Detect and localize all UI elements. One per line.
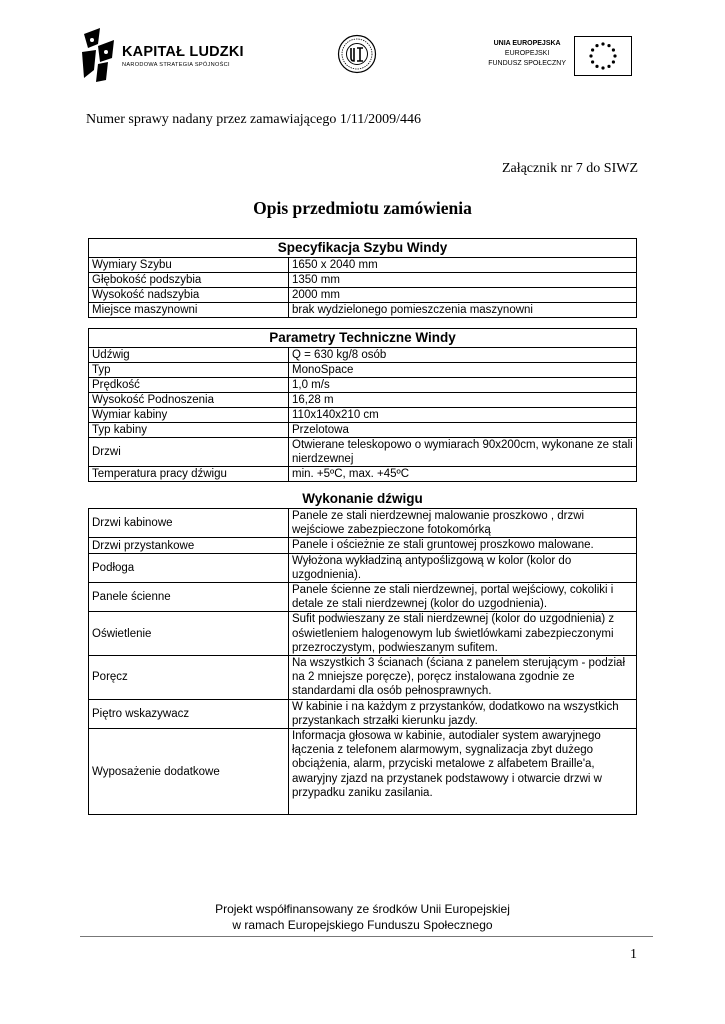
row-value: 16,28 m (289, 393, 637, 408)
row-value: Panele ścienne ze stali nierdzewnej, portal wejściowy, cokoliki i detale ze stali nierdzewnej (kolor do uzgodnienia). (289, 583, 637, 612)
row-value: Panele ze stali nierdzewnej malowanie proszkowo , drzwi wejściowe zabezpieczone fotokomórką (289, 509, 637, 538)
row-value: Wyłożona wykładziną antypoślizgową w kolor (kolor do uzgodnienia). (289, 553, 637, 582)
table-row (89, 583, 637, 612)
row-value: 110x140x210 cm (289, 408, 637, 423)
row-value: Na wszystkich 3 ścianach (ściana z panelem sterującym - podział na 2 mniejsze poręcze), poręcz instalowana zgodnie ze standardami dla osób pełnosprawnych. (289, 656, 637, 700)
annex-label: Załącznik nr 7 do SIWZ (501, 161, 638, 176)
row-value: 1350 mm (289, 273, 637, 288)
row-value: min. +5ºC, max. +45ºC (289, 467, 637, 482)
document-title: Opis przedmiotu zamówienia (253, 198, 472, 218)
logo-left-title: KAPITAŁ LUDZKI (122, 44, 244, 60)
footer-text (0, 901, 725, 933)
row-label: Wyposażenie dodatkowe (89, 729, 289, 815)
row-value: W kabinie i na każdym z przystanków, dodatkowo na wszystkich przystankach strzałki kierunku jazdy. (289, 699, 637, 728)
table-row (89, 612, 637, 656)
row-value: brak wydzielonego pomieszczenia maszynowni (289, 303, 637, 318)
row-value: Przelotowa (289, 423, 637, 438)
row-value: Sufit podwieszany ze stali nierdzewnej (kolor do uzgodnienia) z oświetleniem halogenowym lub świetlówkami zabezpieczonymi przezroczystym, podwieszanym sufitem. (289, 612, 637, 656)
row-label: Wysokość nadszybia (89, 288, 289, 303)
table-row (89, 303, 637, 318)
row-value: Informacja głosowa w kabinie, autodialer system awaryjnego łączenia z telefonem alarmowym, sygnalizacja zbyt dużego obciążenia, alarm, przyciski metalowe z alfabetem Braille'a, awaryjny zjazd na przystanek podstawowy i otwarcie drzwi w przypadku zaniku zasilania. (289, 729, 637, 815)
shaft-spec-table (88, 238, 637, 318)
row-value: 1650 x 2040 mm (289, 258, 637, 273)
row-label: Oświetlenie (89, 612, 289, 656)
row-value: MonoSpace (289, 363, 637, 378)
row-label: Drzwi (89, 438, 289, 467)
eu-flag-icon (574, 36, 632, 76)
row-label: Drzwi kabinowe (89, 509, 289, 538)
logo-left-subtitle: NARODOWA STRATEGIA SPÓJNOŚCI (122, 62, 230, 68)
table-row (89, 423, 637, 438)
table-row (89, 273, 637, 288)
row-label: Panele ścienne (89, 583, 289, 612)
row-label: Poręcz (89, 656, 289, 700)
table-row (89, 509, 637, 538)
execution-table (88, 508, 637, 815)
row-value: 1,0 m/s (289, 378, 637, 393)
tech-params-heading: Parametry Techniczne Windy (89, 329, 637, 348)
table-row (89, 288, 637, 303)
table-row (89, 408, 637, 423)
table-row (89, 553, 637, 582)
table-row (89, 348, 637, 363)
row-label: Temperatura pracy dźwigu (89, 467, 289, 482)
tech-params-table (88, 328, 637, 482)
table-row (89, 467, 637, 482)
seal-logo (337, 34, 377, 74)
row-label: Wysokość Podnoszenia (89, 393, 289, 408)
table-row (89, 363, 637, 378)
row-label: Głębokość podszybia (89, 273, 289, 288)
table-row (89, 656, 637, 700)
row-label: Typ (89, 363, 289, 378)
row-value: Q = 630 kg/8 osób (289, 348, 637, 363)
row-value: Otwierane teleskopowo o wymiarach 90x200cm, wykonane ze stali nierdzewnej (289, 438, 637, 467)
eu-logo (482, 36, 632, 76)
row-label: Podłoga (89, 553, 289, 582)
row-value: 2000 mm (289, 288, 637, 303)
row-label: Wymiary Szybu (89, 258, 289, 273)
case-number: Numer sprawy nadany przez zamawiającego 1/11/2009/446 (86, 112, 421, 127)
table-row (89, 393, 637, 408)
kapital-ludzki-logo (78, 26, 248, 84)
execution-heading: Wykonanie dźwigu (302, 491, 423, 506)
table-row (89, 729, 637, 815)
page-number: 1 (630, 947, 637, 962)
row-label: Drzwi przystankowe (89, 538, 289, 553)
seal-icon (337, 34, 377, 74)
footer-line2: w ramach Europejskiego Funduszu Społecznego (232, 918, 493, 932)
row-label: Piętro wskazywacz (89, 699, 289, 728)
row-value: Panele i ościeżnie ze stali gruntowej proszkowo malowane. (289, 538, 637, 553)
row-label: Miejsce maszynowni (89, 303, 289, 318)
row-label: Udźwig (89, 348, 289, 363)
logo-right-line1: UNIA EUROPEJSKA (493, 40, 561, 47)
table-row (89, 699, 637, 728)
table-row (89, 538, 637, 553)
table-row (89, 438, 637, 467)
table-row (89, 258, 637, 273)
footer-divider (80, 936, 653, 937)
row-label: Typ kabiny (89, 423, 289, 438)
logo-right-line3: FUNDUSZ SPOŁECZNY (488, 60, 566, 67)
row-label: Prędkość (89, 378, 289, 393)
kapital-ludzki-logo-icon (78, 26, 118, 84)
shaft-spec-heading: Specyfikacja Szybu Windy (89, 239, 637, 258)
logo-right-line2: EUROPEJSKI (504, 50, 550, 57)
row-label: Wymiar kabiny (89, 408, 289, 423)
footer-line1: Projekt współfinansowany ze środków Unii Europejskiej (215, 902, 510, 916)
table-row (89, 378, 637, 393)
